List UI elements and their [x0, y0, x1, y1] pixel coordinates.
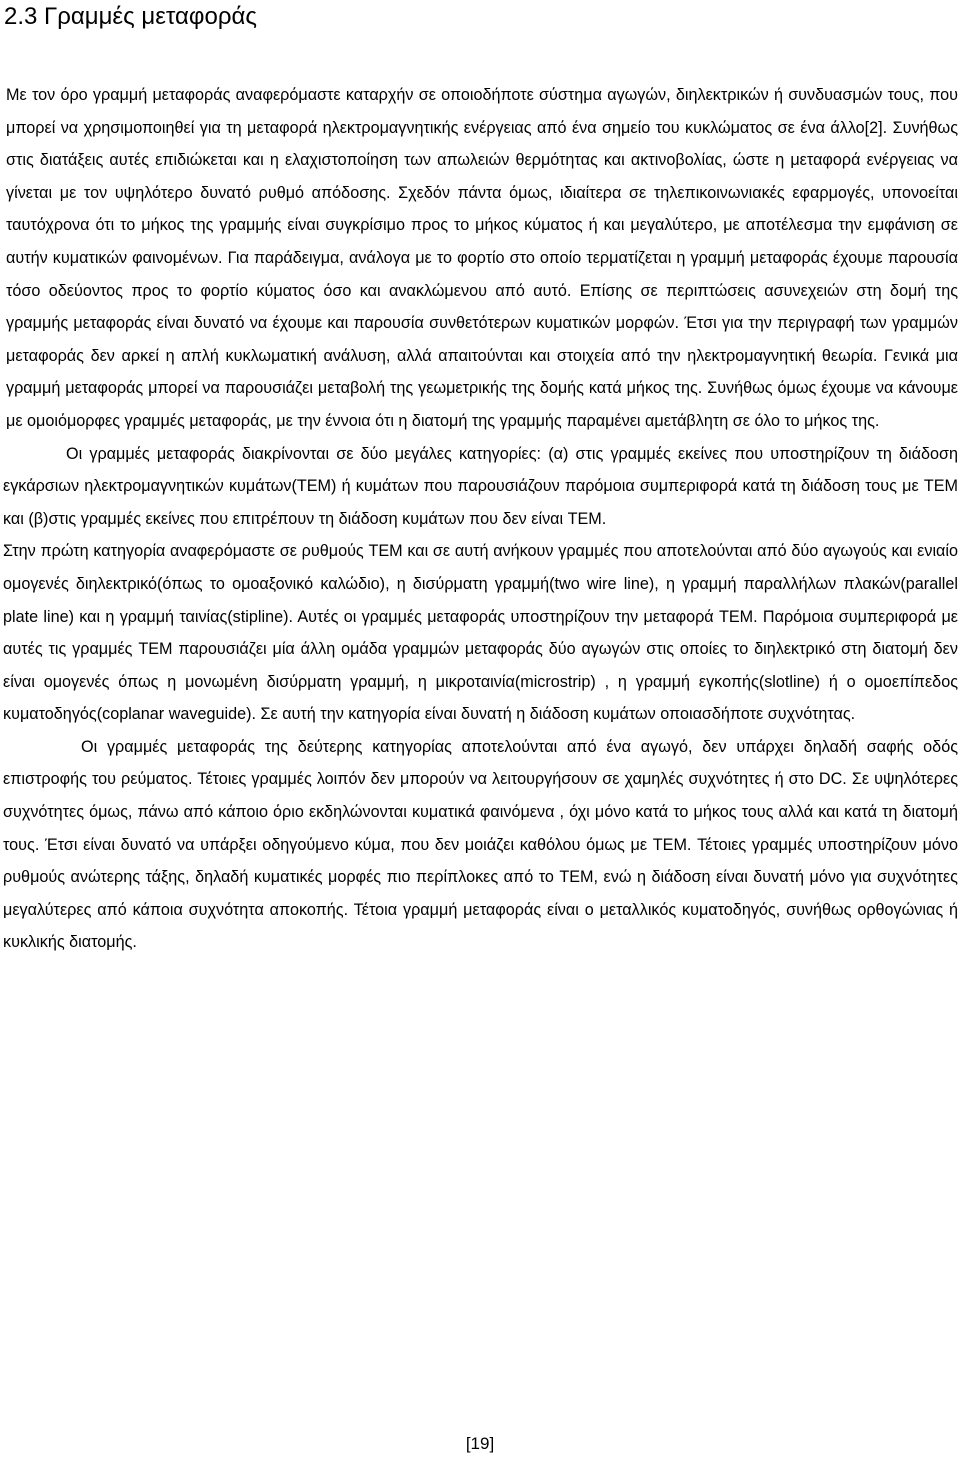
- section-heading: 2.3 Γραμμές μεταφοράς: [4, 3, 257, 30]
- page-number: [19]: [465, 1434, 495, 1453]
- paragraph-definition: Με τον όρο γραμμή μεταφοράς αναφερόμαστε καταρχήν σε οποιοδήποτε σύστημα αγωγών, διηλεκτρικών ή συνδυασμών τους, που μπορεί να χρησιμοποιηθεί για τη μεταφορά ηλεκτρομαγνητικής ενέργειας από ένα σημείο του κυκλώματος σε ένα άλλο[2]. Συνήθως στις διατάξεις αυτές επιδιώκεται και η ελαχιστοποίηση των απωλειών θερμότητας και ακτινοβολίας, ώστε η μεταφορά ενέργειας να γίνεται με τον υψηλότερο δυνατό ρυθμό απόδοσης. Σχεδόν πάντα όμως, ιδιαίτερα σε τηλεπικοινωνιακές εφαρμογές, υπονοείται ταυτόχρονα ότι το μήκος της γραμμής είναι συγκρίσιμο προς το μήκος κύματος ή και μεγαλύτερο, με αποτέλεσμα την εμφάνιση σε αυτήν κυματικών φαινομένων. Για παράδειγμα, ανάλογα με το φορτίο στο οποίο τερματίζεται η γραμμή μεταφοράς έχουμε παρουσία τόσο οδεύοντος προς το φορτίο κύματος όσο και ανακλώμενου από αυτό. Επίσης σε περιπτώσεις ασυνεχειών στη δομή της γραμμής μεταφοράς είναι δυνατό να έχουμε και παρουσία συνθετότερων κυματικών μορφών. Έτσι για την περιγραφή των γραμμών μεταφοράς δεν αρκεί η απλή κυκλωματική ανάλυση, αλλά απαιτούνται και στοιχεία από την ηλεκτρομαγνητική θεωρία. Γενικά μια γραμμή μεταφοράς μπορεί να παρουσιάζει μεταβολή της γεωμετρικής της δομής κατά μήκος της. Συνήθως όμως έχουμε να κάνουμε με ομοιόμορφες γραμμές μεταφοράς, με την έννοια ότι η διατομή της γραμμής παραμένει αμετάβλητη σε όλο το μήκος της.: [6, 86, 958, 430]
- body-text: [3, 79, 958, 959]
- paragraph-categories: Οι γραμμές μεταφοράς διακρίνονται σε δύο μεγάλες κατηγορίες: (α) στις γραμμές εκείνες που υποστηρίζουν τη διάδοση εγκάρσιων ηλεκτρομαγνητικών κυμάτων(TEM) ή κυμάτων που παρουσιάζουν παρόμοια συμπεριφορά κατά τη διάδοση τους με TEM και (β)στις γραμμές εκείνες που επιτρέπουν τη διάδοση κυμάτων που δεν είναι TEM.: [3, 444, 958, 528]
- paragraph-waveguides: Οι γραμμές μεταφοράς της δεύτερης κατηγορίας αποτελούνται από ένα αγωγό, δεν υπάρχει δηλαδή σαφής οδός επιστροφής του ρεύματος. Τέτοιες γραμμές λοιπόν δεν μπορούν να λειτουργήσουν σε χαμηλές συχνότητες ή στο DC. Σε υψηλότερες συχνότητες όμως, πάνω από κάποιο όριο εκδηλώνονται κυματικά φαινόμενα , όχι μόνο κατά το μήκος τους αλλά και κατά τη διατομή τους. Έτσι είναι δυνατό να υπάρξει οδηγούμενο κύμα, που δεν μοιάζει καθόλου όμως με TEM. Τέτοιες γραμμές υποστηρίζουν μόνο ρυθμούς ανώτερης τάξης, δηλαδή κυματικές μορφές πιο περίπλοκες από το TEM, ενώ η διάδοση είναι δυνατή μόνο για συχνότητες μεγαλύτερες από κάποια συχνότητα αποκοπής. Τέτοια γραμμή μεταφοράς είναι ο μεταλλικός κυματοδηγός, συνήθως ορθογώνιας ή κυκλικής διατομής.: [3, 737, 958, 952]
- paragraph-tem-lines: Στην πρώτη κατηγορία αναφερόμαστε σε ρυθμούς TEM και σε αυτή ανήκουν γραμμές που αποτελούνται από δύο αγωγούς και ενιαίο ομογενές διηλεκτρικό(όπως το ομοαξονικό καλώδιο), η δισύρματη γραμμή(two wire line), η γραμμή παραλλήλων πλακών(parallel plate line) και η γραμμή ταινίας(stipline). Αυτές οι γραμμές μεταφοράς υποστηρίζουν την μεταφορά TEM. Παρόμοια συμπεριφορά με αυτές τις γραμμές TEM παρουσιάζει μία άλλη ομάδα γραμμών μεταφοράς δύο αγωγών στις οποίες το διηλεκτρικό στη διατομή δεν είναι ομογενές όπως η μονωμένη δισύρματη γραμμή, η μικροταινία(microstrip) , η γραμμή εγκοπής(slotline) ή ο ομοεπίπεδος κυματοδηγός(coplanar waveguide). Σε αυτή την κατηγορία είναι δυνατή η διάδοση κυμάτων οποιασδήποτε συχνότητας.: [3, 542, 958, 724]
